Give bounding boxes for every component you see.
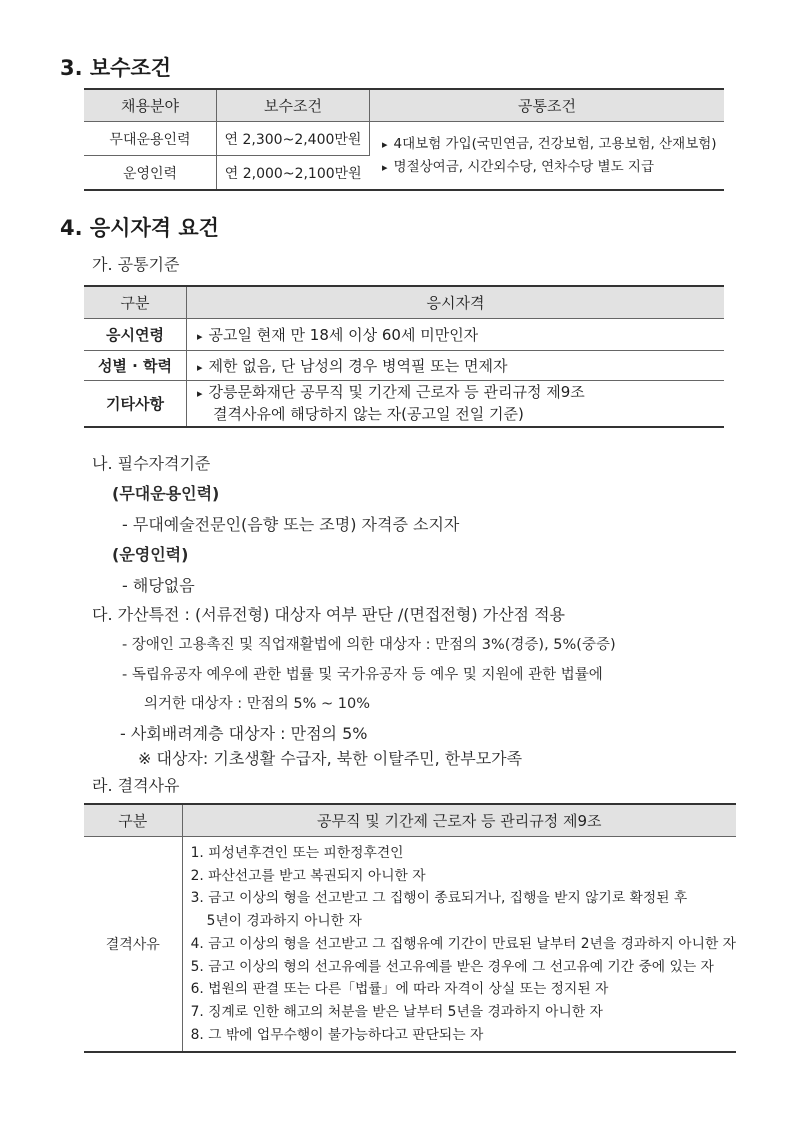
list-item: 5. 금고 이상의 형의 선고유예를 선고유예를 받은 경우에 그 선고유예 기간 중에 있는 자 — [190, 958, 714, 975]
common-condition: 4대보험 가입(국민연금, 건강보험, 고용보험, 산재보험) — [393, 135, 717, 152]
section3-title: 3. 보수조건 — [60, 56, 172, 80]
ops-item: - 해당없음 — [122, 576, 195, 595]
eligibility-value — [187, 319, 725, 351]
eligibility-key: 기타사항 — [84, 381, 187, 427]
triangle-bullet-icon: ▸ — [197, 361, 203, 374]
na-title: 나. 필수자격기준 — [92, 454, 211, 473]
common-condition: 명절상여금, 시간외수당, 연차수당 별도 지급 — [393, 158, 655, 175]
triangle-bullet-icon: ▸ — [197, 330, 203, 343]
ops-title: (운영인력) — [112, 545, 189, 564]
header-regulation: 공무직 및 기간제 근로자 등 관리규정 제9조 — [182, 804, 736, 837]
eligibility-table — [84, 285, 724, 428]
list-item: 5년이 경과하지 아니한 자 — [206, 913, 362, 930]
list-item: 2. 파산선고를 받고 복권되지 아니한 자 — [190, 867, 426, 884]
disqualification-table — [84, 803, 736, 1053]
eligibility-key: 응시연령 — [84, 319, 187, 351]
header-common: 공통조건 — [370, 89, 725, 122]
triangle-bullet-icon: ▸ — [382, 137, 388, 151]
list-item: 8. 그 밖에 업무수행이 불가능하다고 판단되는 자 — [190, 1026, 484, 1043]
da-note: ※ 대상자: 기초생활 수급자, 북한 이탈주민, 한부모가족 — [138, 749, 523, 768]
da-item: - 독립유공자 예우에 관한 법률 및 국가유공자 등 예우 및 지원에 관한 법률에 — [122, 667, 603, 683]
ga-title: 가. 공통기준 — [92, 255, 180, 274]
header-field: 채용분야 — [84, 89, 217, 122]
header-eligibility: 응시자격 — [187, 286, 725, 319]
pay-table — [84, 88, 724, 191]
triangle-bullet-icon: ▸ — [197, 387, 203, 401]
header-category: 구분 — [84, 286, 187, 319]
eligibility-text: 결격사유에 해당하지 않는 자(공고일 전일 기준) — [213, 405, 524, 424]
header-category: 구분 — [84, 804, 182, 837]
da-item: - 장애인 고용촉진 및 직업재활법에 의한 대상자 : 만점의 3%(경증), 5%(중증) — [122, 637, 616, 653]
triangle-bullet-icon: ▸ — [382, 160, 388, 174]
eligibility-text: 강릉문화재단 공무직 및 기간제 근로자 등 관리규정 제9조 — [208, 383, 585, 402]
header-pay: 보수조건 — [217, 89, 370, 122]
pay-row-field: 무대운용인력 — [84, 122, 217, 156]
eligibility-value — [187, 351, 725, 381]
eligibility-text: 제한 없음, 단 남성의 경우 병역필 또는 면제자 — [208, 357, 508, 375]
pay-row-amount: 연 2,000~2,100만원 — [217, 156, 370, 191]
stage-title: (무대운용인력) — [112, 484, 220, 503]
pay-row-field: 운영인력 — [84, 156, 217, 191]
section4-title: 4. 응시자격 요건 — [60, 216, 219, 240]
eligibility-text: 공고일 현재 만 18세 이상 60세 미만인자 — [208, 326, 479, 344]
list-item: 6. 법원의 판결 또는 다른「법률」에 따라 자격이 상실 또는 정지된 자 — [190, 981, 609, 998]
stage-item: - 무대예술전문인(음향 또는 조명) 자격증 소지자 — [122, 515, 460, 534]
list-item: 4. 금고 이상의 형을 선고받고 그 집행유예 기간이 만료된 날부터 2년을 경과하지 아니한 자 — [190, 935, 736, 952]
list-item: 1. 피성년후견인 또는 피한정후견인 — [190, 845, 404, 861]
da-title: 다. 가산특전 : (서류전형) 대상자 여부 판단 /(면접전형) 가산점 적용 — [92, 605, 566, 624]
pay-row-amount: 연 2,300~2,400만원 — [217, 122, 370, 156]
disqualification-list — [182, 837, 736, 1053]
list-item: 7. 징계로 인한 해고의 처분을 받은 날부터 5년을 경과하지 아니한 자 — [190, 1003, 603, 1020]
common-conditions — [370, 122, 725, 191]
da-item: - 사회배려계층 대상자 : 만점의 5% — [120, 724, 368, 743]
ra-title: 라. 결격사유 — [92, 776, 180, 795]
list-item: 3. 금고 이상의 형을 선고받고 그 집행이 종료되거나, 집행을 받지 않기로 확정된 후 — [190, 890, 688, 907]
disqualification-label: 결격사유 — [84, 837, 182, 1053]
da-item: 의거한 대상자 : 만점의 5% ~ 10% — [144, 696, 370, 712]
eligibility-key: 성별 · 학력 — [84, 351, 187, 381]
eligibility-value — [187, 381, 725, 427]
